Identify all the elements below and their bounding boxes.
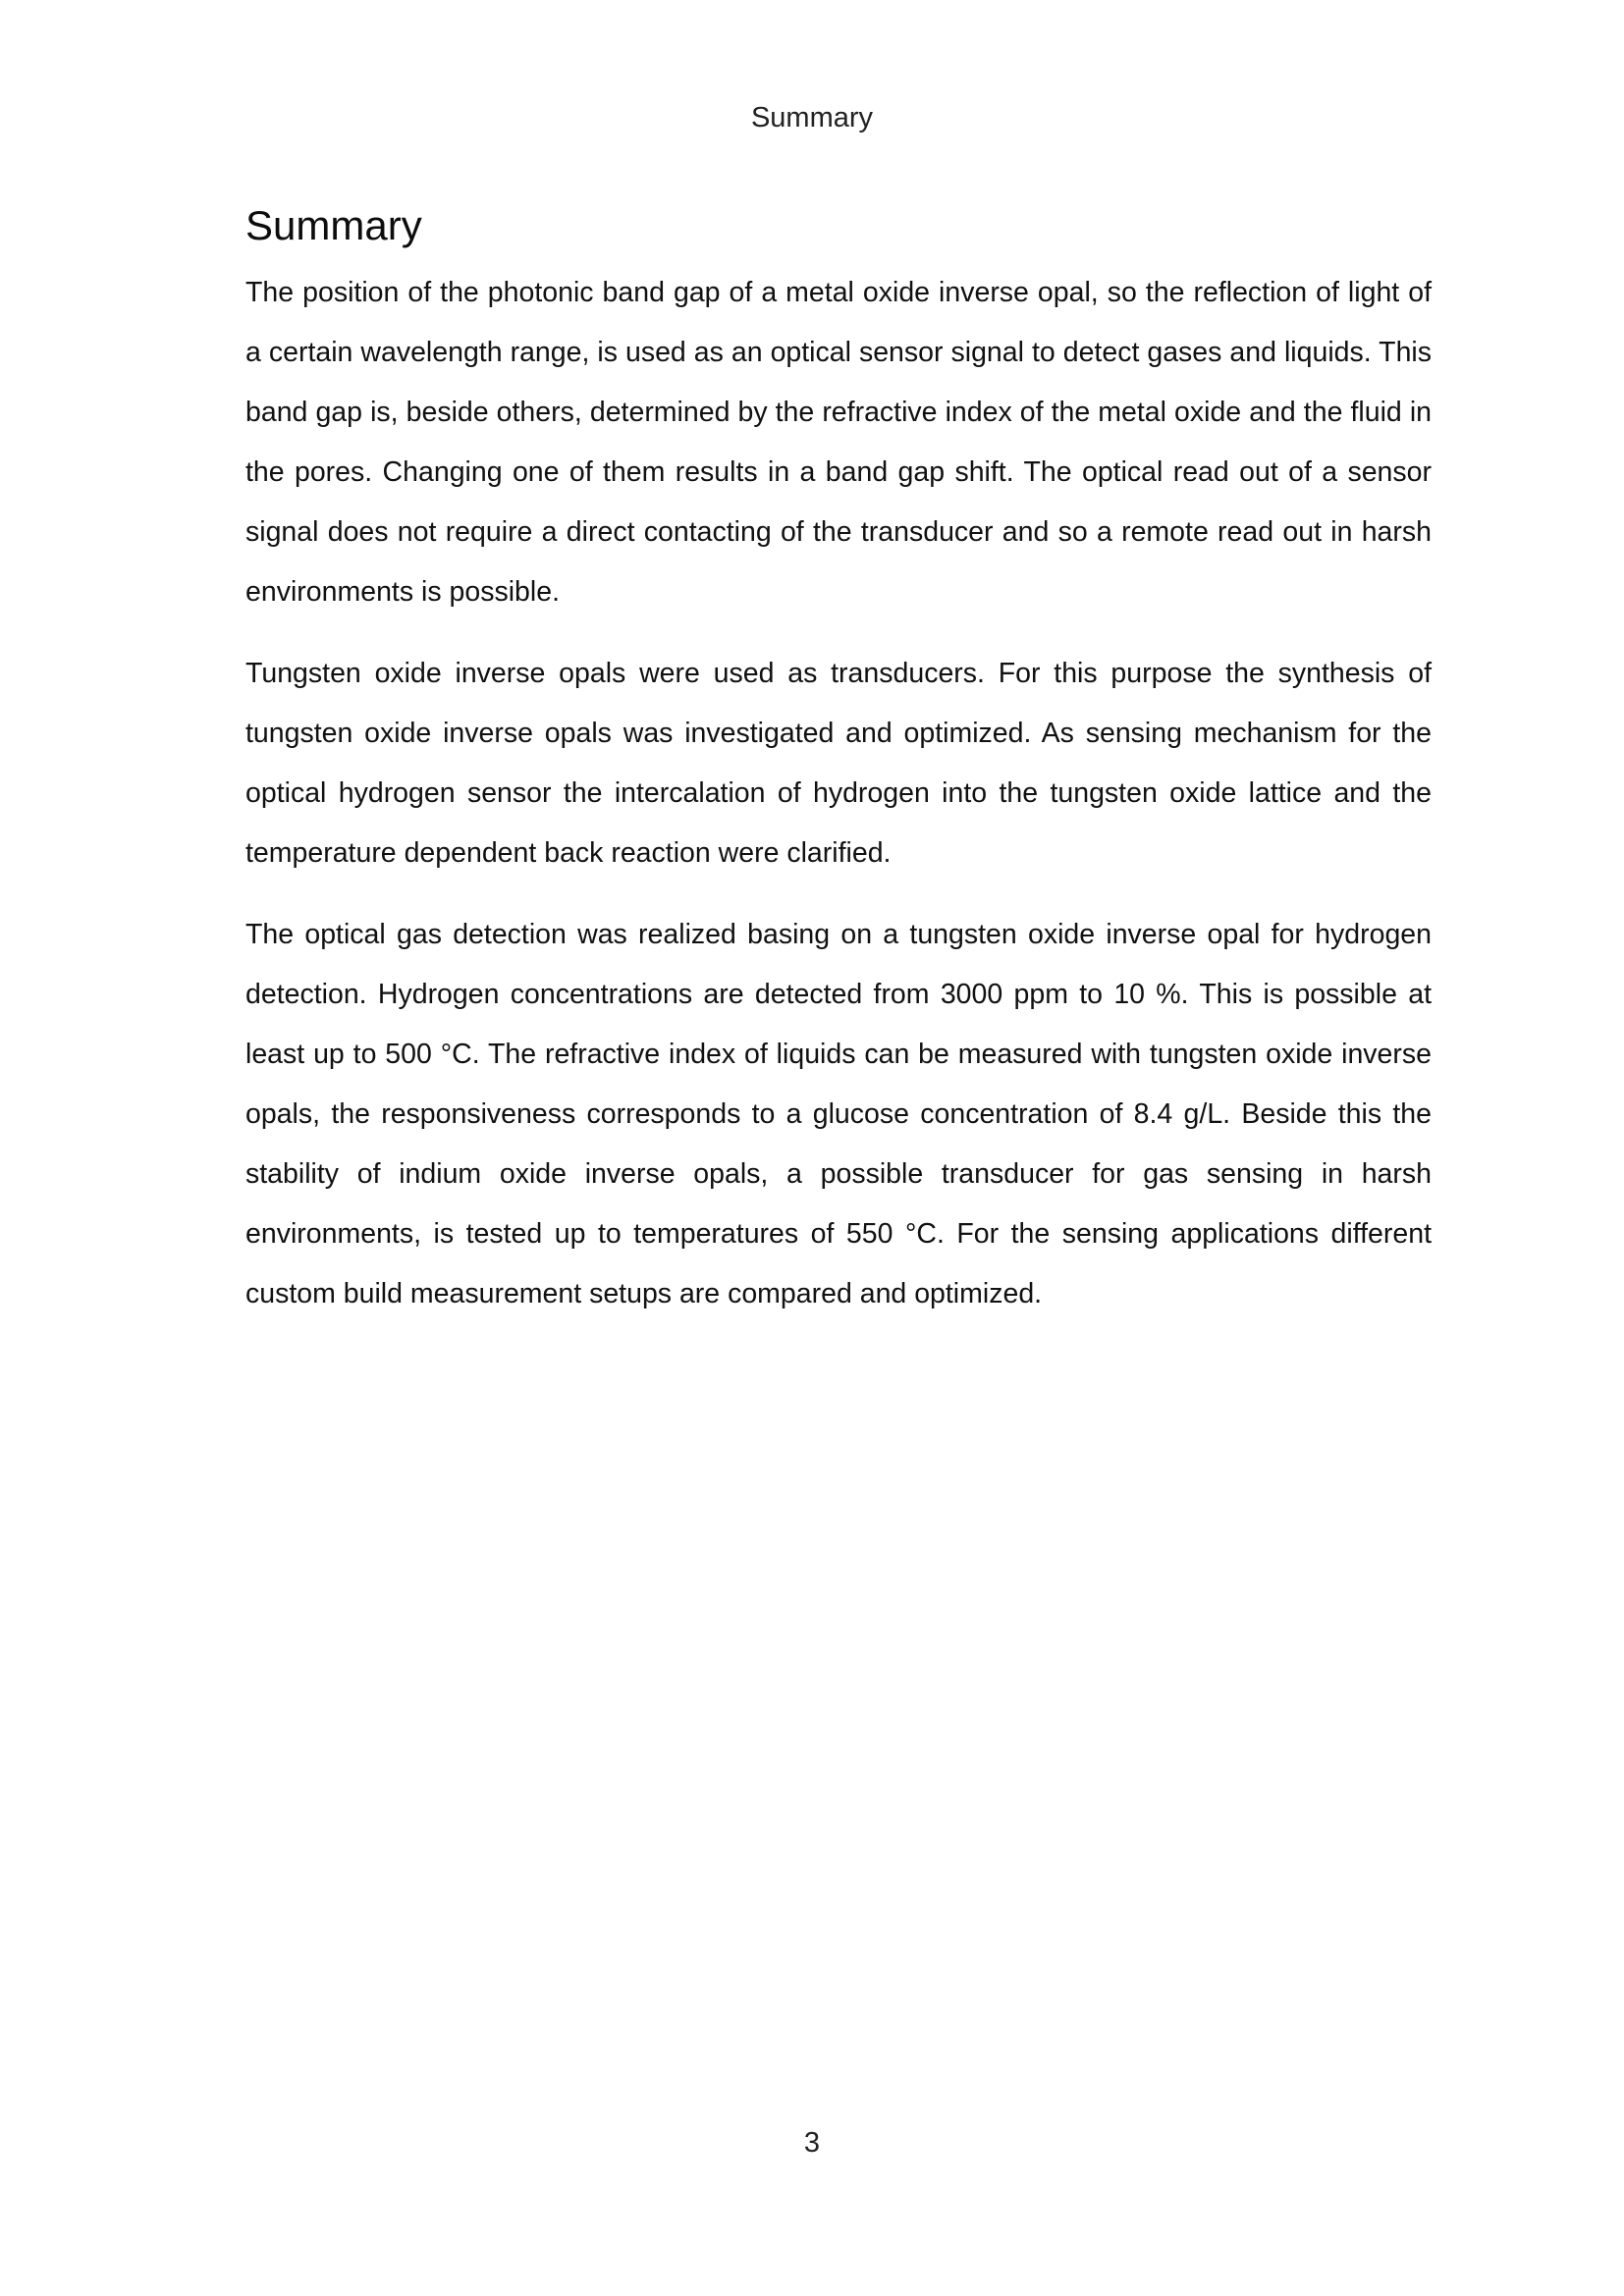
running-header: Summary — [750, 102, 874, 133]
paragraph-2: Tungsten oxide inverse opals were used as transducers. For this purpose the synthesis of tungsten oxide inverse opals was investigated and optimized. As sensing mechanism for the optical hydrogen sensor the intercalation of hydrogen into the tungsten oxide lattice and the temperature dependent back reaction were clarified. — [245, 658, 1432, 869]
paragraph-3: The optical gas detection was realized basing on a tungsten oxide inverse opal for hydrogen detection. Hydrogen concentrations are detected from 3000 ppm to 10 %. This is possible at least up to 500 °C. The refractive index of liquids can be measured with tungsten oxide inverse opals, the responsiveness corresponds to a glucose concentration of 8.4 g/L. Beside this the stability of indium oxide inverse opals, a possible transducer for gas sensing in harsh environments, is tested up to temperatures of 550 °C. For the sensing applications different custom build measurement setups are compared and optimized. — [245, 919, 1432, 1309]
section-title: Summary — [245, 202, 422, 248]
paragraph-1: The position of the photonic band gap of a metal oxide inverse opal, so the reflection of light of a certain wavelength range, is used as an optical sensor signal to detect gases and liquids. This band gap is, beside others, determined by the refractive index of the metal oxide and the fluid in the pores. Changing one of them results in a band gap shift. The optical read out of a sensor signal does not require a direct contacting of the transducer and so a remote read out in harsh environments is possible. — [245, 277, 1432, 608]
page-number: 3 — [803, 2127, 821, 2159]
summary-section — [245, 196, 1432, 1346]
